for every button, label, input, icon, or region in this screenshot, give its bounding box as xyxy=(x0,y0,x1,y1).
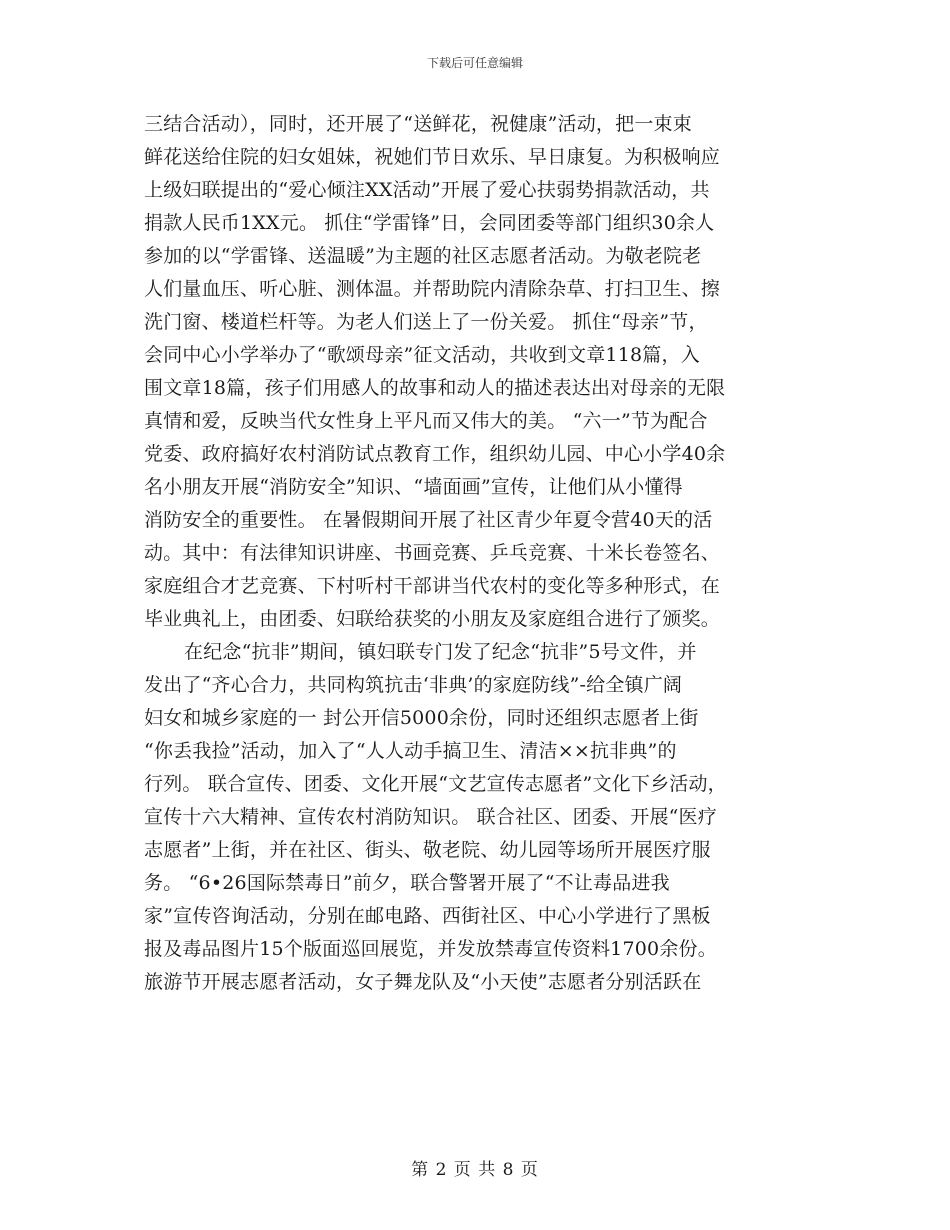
document-body xyxy=(144,108,804,999)
text-line: 洗门窗、楼道栏杆等。为老人们送上了一份关爱。 抓住“母亲”节， xyxy=(144,311,708,333)
text-line: 党委、政府搞好农村消防试点教育工作，组织幼儿园、中心小学40余 xyxy=(144,443,726,465)
text-line: 参加的以“学雷锋、送温暖”为主题的社区志愿者活动。为敬老院老 xyxy=(144,245,702,267)
text-line: 毕业典礼上，由团委、妇联给获奖的小朋友及家庭组合进行了颁奖。 xyxy=(144,608,721,630)
text-line: 上级妇联提出的“爱心倾注XX活动”开展了爱心扶弱势捐款活动，共 xyxy=(144,179,710,201)
text-line: 三结合活动），同时，还开展了“送鲜花，祝健康”活动，把一束束 xyxy=(144,113,692,135)
text-line: 报及毒品图片15个版面巡回展览，并发放禁毒宣传资料1700余份。 xyxy=(144,938,717,960)
text-line: 名小朋友开展“消防安全”知识、“墙面画”宣传，让他们从小懂得 xyxy=(144,476,683,498)
text-line: 真情和爱，反映当代女性身上平凡而又伟大的美。 “六一”节为配合 xyxy=(144,410,708,432)
text-line: 妇女和城乡家庭的一 封公开信5000余份，同时还组织志愿者上街 xyxy=(144,707,699,729)
text-line: 志愿者”上街，并在社区、街头、敬老院、幼儿园等场所开展医疗服 xyxy=(144,839,711,861)
text-line: 消防安全的重要性。 在暑假期间开展了社区青少年夏令营40天的活 xyxy=(144,509,713,531)
text-line: 务。 “6•26国际禁毒日”前夕，联合警署开展了“不让毒品进我 xyxy=(144,872,670,894)
text-line: 围文章18篇，孩子们用感人的故事和动人的描述表达出对母亲的无限 xyxy=(144,377,726,399)
paragraph-first-line: 在纪念“抗非”期间，镇妇联专门发了纪念“抗非”5号文件，并 xyxy=(184,641,697,663)
text-line: 捐款人民币1XX元。 抓住“学雷锋”日，会同团委等部门组织30余人 xyxy=(144,212,715,234)
text-line: 家庭组合才艺竞赛、下村听村干部讲当代农村的变化等多种形式，在 xyxy=(144,575,721,597)
text-line: 人们量血压、听心脏、测体温。并帮助院内清除杂草、打扫卫生、擦 xyxy=(144,278,721,300)
text-line: 动。其中：有法律知识讲座、书画竞赛、乒乓竞赛、十米长卷签名、 xyxy=(144,542,721,564)
text-line: 会同中心小学举办了“歌颂母亲”征文活动，共收到文章118篇，入 xyxy=(144,344,700,366)
text-line: 鲜花送给住院的妇女姐妹，祝她们节日欢乐、早日康复。为积极响应 xyxy=(144,146,721,168)
text-line: 行列。 联合宣传、团委、文化开展“文艺宣传志愿者”文化下乡活动， xyxy=(144,773,727,795)
text-line: “你丢我捡”活动，加入了“人人动手搞卫生、清洁××抗非典”的 xyxy=(144,740,677,762)
text-line: 家”宣传咨询活动，分别在邮电路、西街社区、中心小学进行了黑板 xyxy=(144,905,711,927)
text-line: 宣传十六大精神、宣传农村消防知识。 联合社区、团委、开展“医疗 xyxy=(144,806,717,828)
text-line: 旅游节开展志愿者活动，女子舞龙队及“小天使”志愿者分别活跃在 xyxy=(144,971,702,993)
text-line: 发出了“齐心合力，共同构筑抗击‘非典’的家庭防线”-给全镇广阔 xyxy=(144,674,683,696)
page-header: 下载后可任意编辑 xyxy=(426,56,523,70)
page-number-footer: 第 2 页 共 8 页 xyxy=(411,1160,539,1180)
